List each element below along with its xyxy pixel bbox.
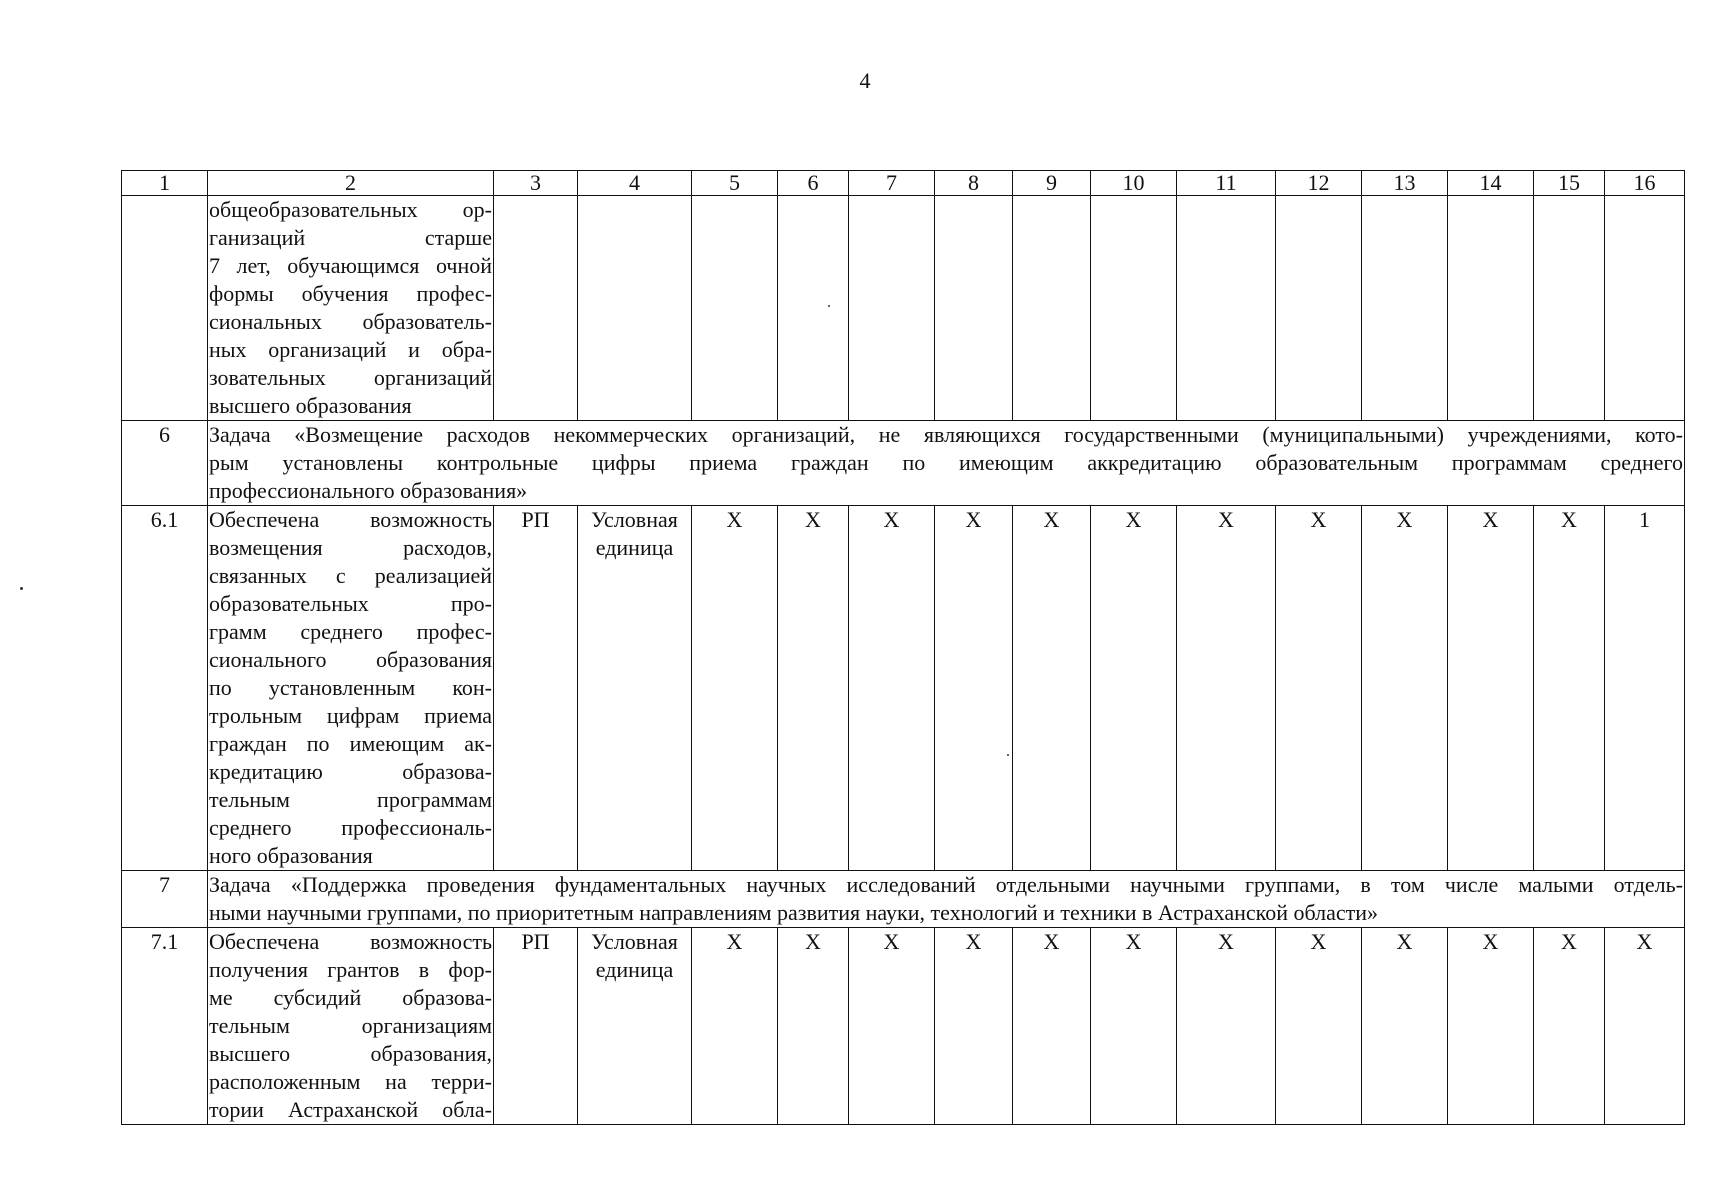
indicator-name-cell <box>208 196 494 421</box>
text-line: ными научными группами, по приоритетным направлениям развития науки, технологий и техники в Астраханской области» <box>209 900 1379 925</box>
value-cell: X <box>778 928 849 1125</box>
header-cell: 10 <box>1091 171 1177 196</box>
header-cell: 4 <box>578 171 692 196</box>
unit-line: единица <box>595 535 674 560</box>
value-cell: X <box>849 506 935 871</box>
value-cell: X <box>778 506 849 871</box>
value-cell: X <box>1177 506 1276 871</box>
empty-cell <box>1177 196 1276 421</box>
empty-cell <box>1091 196 1177 421</box>
text-line: сиональных образователь- <box>209 309 492 334</box>
value-cell: X <box>1177 928 1276 1125</box>
table-header-row <box>122 171 1685 196</box>
empty-cell <box>1605 196 1685 421</box>
unit-line: единица <box>595 957 674 982</box>
scan-speck <box>1007 754 1009 756</box>
header-cell: 3 <box>494 171 578 196</box>
text-line: ного образования <box>209 843 373 868</box>
row-number-cell: 6 <box>122 421 208 506</box>
header-cell: 15 <box>1534 171 1605 196</box>
value-cell: X <box>1091 506 1177 871</box>
text-line: по установленным кон- <box>209 675 492 700</box>
text-line: расположенным на терри- <box>209 1069 492 1094</box>
text-line: граждан по имеющим ак- <box>209 731 492 756</box>
value-cell: X <box>1276 928 1362 1125</box>
empty-cell <box>1276 196 1362 421</box>
value-cell: X <box>1448 928 1534 1125</box>
text-line: связанных с реализацией <box>209 563 492 588</box>
value-cell: X <box>692 506 778 871</box>
task-description-cell <box>208 421 1685 506</box>
text-line: Задача «Возмещение расходов некоммерческих организаций, не являющихся государственными (муниципальными) учреждениями, кото- <box>209 422 1683 447</box>
header-cell: 2 <box>208 171 494 196</box>
header-cell: 13 <box>1362 171 1448 196</box>
text-line: зовательных организаций <box>209 365 492 390</box>
empty-cell <box>1013 196 1091 421</box>
value-cell: X <box>849 928 935 1125</box>
text-line: Задача «Поддержка проведения фундаментальных научных исследований отдельными научными группами, в том числе малыми отдель- <box>209 872 1683 897</box>
header-cell: 5 <box>692 171 778 196</box>
row-number-cell <box>122 196 208 421</box>
table-row-continuation <box>122 196 1685 421</box>
value-cell: X <box>1448 506 1534 871</box>
page-number: 4 <box>859 68 871 93</box>
text-line: тельным организациям <box>209 1013 492 1038</box>
task-row-6 <box>122 421 1685 506</box>
text-line: 7 лет, обучающимся очной <box>209 253 492 278</box>
value-cell: X <box>1605 928 1685 1125</box>
source-cell: РП <box>494 506 578 871</box>
text-line: рым установлены контрольные цифры приема граждан по имеющим аккредитацию образовательным программам среднего <box>209 450 1683 475</box>
text-line: среднего профессиональ- <box>209 815 492 840</box>
value-cell: 1 <box>1605 506 1685 871</box>
header-cell: 12 <box>1276 171 1362 196</box>
text-line: трольным цифрам приема <box>209 703 492 728</box>
empty-cell <box>1362 196 1448 421</box>
value-cell: X <box>1091 928 1177 1125</box>
value-cell: X <box>692 928 778 1125</box>
source-cell: РП <box>494 928 578 1125</box>
text-line: грамм среднего профес- <box>209 619 492 644</box>
text-line: кредитацию образова- <box>209 759 492 784</box>
header-cell: 16 <box>1605 171 1685 196</box>
empty-cell <box>1448 196 1534 421</box>
text-line: тории Астраханской обла- <box>209 1097 492 1122</box>
unit-line: Условная <box>591 929 678 954</box>
text-line: высшего образования, <box>209 1041 492 1066</box>
value-cell: X <box>1276 506 1362 871</box>
text-line: возмещения расходов, <box>209 535 492 560</box>
text-line: тельным программам <box>209 787 492 812</box>
empty-cell <box>692 196 778 421</box>
text-line: формы обучения профес- <box>209 281 492 306</box>
empty-cell <box>935 196 1013 421</box>
unit-cell <box>578 506 692 871</box>
text-line: получения грантов в фор- <box>209 957 492 982</box>
header-cell: 14 <box>1448 171 1534 196</box>
value-cell: X <box>935 506 1013 871</box>
row-number-cell: 7.1 <box>122 928 208 1125</box>
indicator-name-cell <box>208 506 494 871</box>
empty-cell <box>1534 196 1605 421</box>
empty-cell <box>494 196 578 421</box>
text-line: высшего образования <box>209 393 412 418</box>
value-cell: X <box>1013 506 1091 871</box>
value-cell: X <box>1362 928 1448 1125</box>
value-cell: X <box>935 928 1013 1125</box>
value-cell: X <box>1362 506 1448 871</box>
empty-cell <box>578 196 692 421</box>
text-line: Обеспечена возможность <box>209 929 492 954</box>
indicators-table <box>121 170 1685 1125</box>
table-row-6-1 <box>122 506 1685 871</box>
text-line: сионального образования <box>209 647 492 672</box>
unit-cell <box>578 928 692 1125</box>
text-line: общеобразовательных ор- <box>209 197 492 222</box>
scan-speck <box>828 305 830 307</box>
indicator-name-cell <box>208 928 494 1125</box>
header-cell: 11 <box>1177 171 1276 196</box>
text-line: образовательных про- <box>209 591 492 616</box>
row-number-cell: 6.1 <box>122 506 208 871</box>
text-line: ме субсидий образова- <box>209 985 492 1010</box>
scan-speck <box>20 587 23 590</box>
text-line: ганизаций старше <box>209 225 492 250</box>
empty-cell <box>778 196 849 421</box>
header-cell: 8 <box>935 171 1013 196</box>
task-row-7 <box>122 871 1685 928</box>
empty-cell <box>849 196 935 421</box>
text-line: Обеспечена возможность <box>209 507 492 532</box>
value-cell: X <box>1013 928 1091 1125</box>
header-cell: 7 <box>849 171 935 196</box>
unit-line: Условная <box>591 507 678 532</box>
task-description-cell <box>208 871 1685 928</box>
header-cell: 6 <box>778 171 849 196</box>
header-cell: 9 <box>1013 171 1091 196</box>
value-cell: X <box>1534 928 1605 1125</box>
table-row-7-1 <box>122 928 1685 1125</box>
header-cell: 1 <box>122 171 208 196</box>
text-line: ных организаций и обра- <box>209 337 492 362</box>
text-line: профессионального образования» <box>209 478 528 503</box>
value-cell: X <box>1534 506 1605 871</box>
row-number-cell: 7 <box>122 871 208 928</box>
